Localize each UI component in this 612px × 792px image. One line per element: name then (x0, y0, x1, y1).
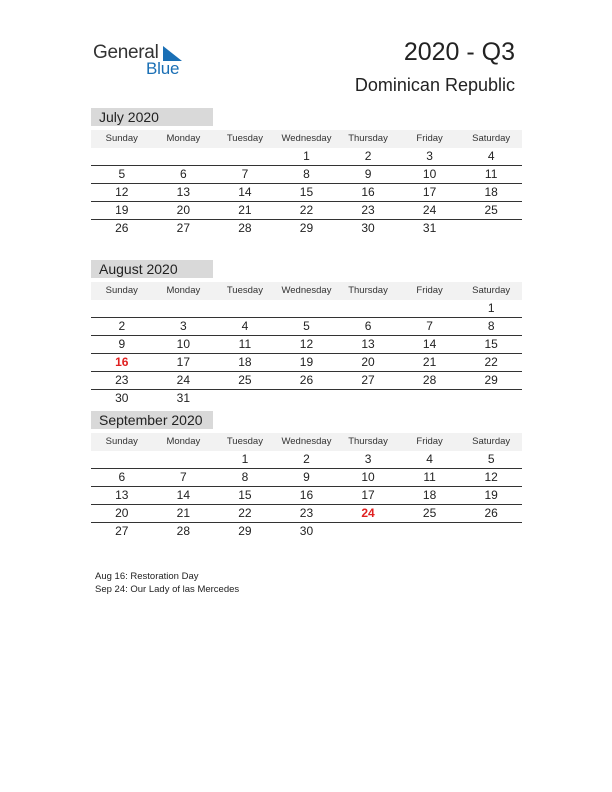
weekday-header: Tuesday (226, 285, 263, 296)
day-cell: 22 (238, 506, 252, 520)
week-row (91, 487, 522, 505)
weekday-header: Saturday (472, 133, 511, 144)
empty-day-cell (91, 300, 153, 317)
day-cell: 24 (422, 203, 437, 217)
empty-day-cell (337, 390, 399, 407)
day-cell: 10 (176, 337, 191, 351)
weekday-header: Saturday (472, 436, 511, 447)
day-cell: 14 (176, 488, 191, 502)
day-cell: 3 (180, 319, 187, 333)
day-cell: 17 (422, 185, 437, 199)
weekday-header: Tuesday (226, 436, 263, 447)
holiday-note: Aug 16: Restoration Day (95, 571, 199, 582)
day-cell: 24 (361, 506, 375, 520)
day-cell: 23 (299, 506, 314, 520)
day-cell: 5 (118, 167, 126, 181)
day-cell: 5 (303, 319, 310, 333)
logo-word-blue: Blue (146, 59, 180, 78)
day-cell: 20 (176, 203, 191, 217)
weekday-header: Wednesday (281, 285, 332, 296)
day-cell: 15 (238, 488, 252, 502)
month-label: August 2020 (91, 260, 213, 278)
empty-day-cell (399, 523, 461, 540)
day-cell: 4 (487, 149, 495, 163)
day-cell: 6 (118, 470, 126, 484)
day-cell: 30 (361, 221, 375, 235)
day-cell: 1 (241, 452, 249, 466)
empty-day-cell (399, 300, 461, 317)
day-cell: 8 (303, 167, 310, 181)
weekday-header: Thursday (348, 436, 388, 447)
weekday-header: Sunday (105, 436, 138, 447)
day-cell: 18 (238, 355, 252, 369)
week-row (91, 354, 522, 372)
holiday-note: Sep 24: Our Lady of las Mercedes (95, 584, 240, 595)
day-cell: 23 (115, 373, 129, 387)
weekday-header-row (91, 282, 522, 300)
empty-day-cell (399, 390, 461, 407)
weekday-header: Friday (416, 133, 443, 144)
empty-day-cell (214, 390, 276, 407)
day-cell: 29 (238, 524, 252, 538)
day-cell: 27 (115, 524, 129, 538)
day-cell: 16 (361, 185, 375, 199)
day-cell: 18 (484, 185, 498, 199)
day-cell: 26 (484, 506, 498, 520)
day-cell: 3 (426, 149, 433, 163)
day-cell: 29 (299, 221, 314, 235)
day-cell: 1 (303, 149, 310, 163)
week-row (91, 184, 522, 202)
day-cell: 16 (115, 355, 129, 369)
day-cell: 4 (426, 452, 433, 466)
empty-day-cell (276, 390, 338, 407)
day-cell: 21 (422, 355, 437, 369)
week-row (91, 300, 522, 318)
empty-day-cell (214, 300, 276, 317)
day-cell: 20 (115, 506, 129, 520)
day-cell: 28 (238, 221, 252, 235)
month-block-august (91, 260, 522, 407)
empty-day-cell (337, 523, 399, 540)
day-cell: 30 (299, 524, 314, 538)
day-cell: 2 (118, 319, 126, 333)
day-cell: 11 (238, 337, 252, 351)
weekday-header: Sunday (105, 133, 138, 144)
day-cell: 19 (115, 203, 129, 217)
logo-word-general: General (93, 42, 159, 63)
day-cell: 19 (299, 355, 314, 369)
day-cell: 14 (238, 185, 252, 199)
day-cell: 22 (484, 355, 498, 369)
weekday-header: Thursday (348, 133, 388, 144)
day-cell: 11 (423, 470, 436, 484)
country-name: Dominican Republic (354, 75, 515, 95)
day-cell: 9 (303, 470, 310, 484)
empty-day-cell (460, 390, 522, 407)
day-cell: 9 (364, 167, 372, 181)
day-cell: 7 (426, 319, 433, 333)
day-cell: 15 (299, 185, 314, 199)
weekday-header: Friday (416, 285, 443, 296)
day-cell: 17 (361, 488, 375, 502)
day-cell: 14 (422, 337, 437, 351)
day-cell: 6 (180, 167, 187, 181)
day-cell: 21 (176, 506, 191, 520)
week-row (91, 372, 522, 390)
page-title: 2020 - Q3 (403, 38, 515, 66)
weekday-header: Wednesday (281, 133, 332, 144)
day-cell: 8 (487, 319, 495, 333)
day-cell: 30 (115, 391, 129, 405)
day-cell: 25 (422, 506, 437, 520)
empty-day-cell (214, 148, 276, 165)
day-cell: 26 (299, 373, 314, 387)
holiday-notes (95, 570, 239, 596)
weekday-header: Friday (416, 436, 443, 447)
day-cell: 7 (241, 167, 249, 181)
weekday-header: Thursday (348, 285, 388, 296)
weekday-header: Wednesday (281, 436, 332, 447)
empty-day-cell (153, 451, 215, 468)
empty-day-cell (91, 148, 153, 165)
day-cell: 28 (422, 373, 437, 387)
day-cell: 20 (361, 355, 375, 369)
week-row (91, 451, 522, 469)
empty-day-cell (460, 523, 522, 540)
day-cell: 6 (364, 319, 372, 333)
week-row (91, 166, 522, 184)
day-cell: 1 (487, 301, 495, 315)
weekday-header-row (91, 130, 522, 148)
weekday-header: Saturday (472, 285, 511, 296)
week-row (91, 469, 522, 487)
day-cell: 13 (176, 185, 191, 199)
month-label: September 2020 (91, 411, 213, 429)
empty-day-cell (91, 451, 153, 468)
day-cell: 25 (484, 203, 498, 217)
day-cell: 13 (361, 337, 375, 351)
day-cell: 25 (238, 373, 252, 387)
week-row (91, 390, 522, 407)
day-cell: 21 (238, 203, 252, 217)
day-cell: 5 (487, 452, 495, 466)
day-cell: 26 (115, 221, 129, 235)
day-cell: 8 (241, 470, 249, 484)
week-row (91, 220, 522, 237)
day-cell: 12 (484, 470, 498, 484)
empty-day-cell (337, 300, 399, 317)
day-cell: 31 (422, 221, 437, 235)
month-label: July 2020 (91, 108, 213, 126)
day-cell: 24 (176, 373, 191, 387)
day-cell: 7 (180, 470, 187, 484)
day-cell: 13 (115, 488, 129, 502)
day-cell: 31 (176, 391, 191, 405)
day-cell: 16 (299, 488, 314, 502)
day-cell: 9 (118, 337, 126, 351)
empty-day-cell (153, 300, 215, 317)
week-row (91, 505, 522, 523)
day-cell: 27 (176, 221, 191, 235)
day-cell: 2 (303, 452, 310, 466)
month-block-september (91, 411, 522, 540)
weekday-header: Monday (166, 133, 201, 144)
weekday-header: Tuesday (226, 133, 263, 144)
week-row (91, 148, 522, 166)
day-cell: 27 (361, 373, 375, 387)
day-cell: 3 (364, 452, 372, 466)
weekday-header-row (91, 433, 522, 451)
day-cell: 10 (422, 167, 437, 181)
empty-day-cell (153, 148, 215, 165)
day-cell: 28 (176, 524, 191, 538)
day-cell: 17 (176, 355, 191, 369)
empty-day-cell (460, 220, 522, 237)
day-cell: 2 (364, 149, 372, 163)
weekday-header: Monday (166, 436, 201, 447)
day-cell: 12 (299, 337, 314, 351)
day-cell: 12 (115, 185, 129, 199)
week-row (91, 523, 522, 540)
empty-day-cell (276, 300, 338, 317)
day-cell: 10 (361, 470, 375, 484)
week-row (91, 318, 522, 336)
day-cell: 19 (484, 488, 498, 502)
day-cell: 15 (484, 337, 498, 351)
weekday-header: Sunday (105, 285, 138, 296)
logo (93, 42, 193, 78)
week-row (91, 336, 522, 354)
day-cell: 4 (241, 319, 249, 333)
day-cell: 29 (484, 373, 498, 387)
month-block-july (91, 108, 522, 237)
day-cell: 11 (484, 167, 498, 181)
day-cell: 23 (361, 203, 375, 217)
day-cell: 22 (299, 203, 314, 217)
weekday-header: Monday (166, 285, 201, 296)
day-cell: 18 (422, 488, 437, 502)
week-row (91, 202, 522, 220)
